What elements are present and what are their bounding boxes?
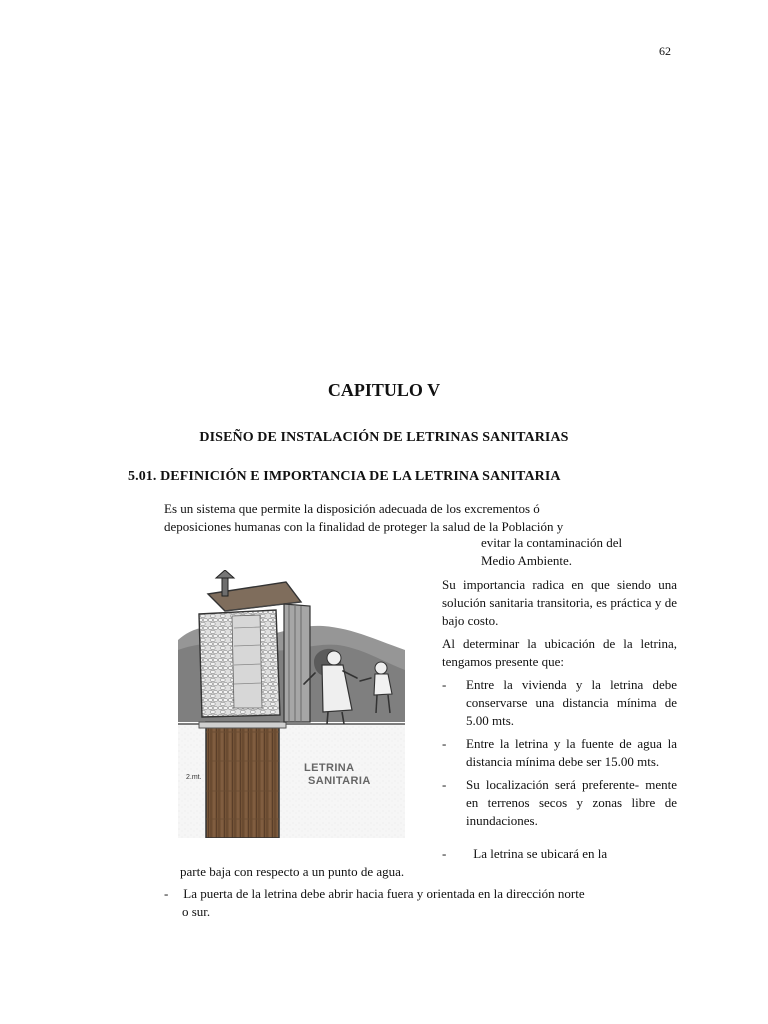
bullet-mark: -: [442, 677, 447, 692]
intro-line-3: evitar la contaminación del: [481, 535, 623, 550]
intro-paragraph: [164, 500, 677, 536]
location-bullet-list: [442, 676, 677, 830]
right-column-text: [442, 576, 677, 835]
illustration-dimension-label: 2.mt.: [186, 774, 202, 781]
location-bullet-1: [442, 676, 677, 730]
continued-bullet-text-line-1: La letrina se ubicará en la: [473, 846, 608, 861]
continued-bullet-mark: -: [442, 846, 447, 861]
door-orientation-bullet: [164, 885, 677, 921]
intro-line-1: Es un sistema que permite la disposición adecuada de los excrementos ó: [164, 501, 540, 516]
continued-bullet-text-line-2: parte baja con respecto a un punto de agua.: [180, 864, 405, 879]
continued-bullet: [180, 845, 677, 881]
continued-bullet-first-line: [180, 845, 677, 863]
bullet-mark: -: [442, 777, 447, 792]
section-title: 5.01. DEFINICIÓN E IMPORTANCIA DE LA LETRINA SANITARIA: [128, 469, 561, 484]
bullet-text: Entre la letrina y la fuente de agua la distancia mínima debe ser 15.00 mts.: [466, 736, 677, 769]
location-bullet-2: [442, 735, 677, 771]
bullet-text: Su localización será preferente- mente en terrenos secos y zonas libre de inundaciones.: [466, 777, 677, 828]
intro-line-2: deposiciones humanas con la finalidad de proteger la salud de la Población y: [164, 519, 564, 534]
latrine-illustration: [178, 570, 405, 838]
bullet-text: Entre la vivienda y la letrina debe conservarse una distancia mínima de 5.00 mts.: [466, 677, 677, 728]
illustration-label-line-2: SANITARIA: [308, 775, 371, 787]
location-intro-paragraph: Al determinar la ubicación de la letrina, tengamos presente que:: [442, 636, 677, 669]
intro-line-4: Medio Ambiente.: [481, 553, 572, 568]
illustration-label-line-1: LETRINA: [304, 762, 355, 774]
door-orientation-bullet-line-1: La puerta de la letrina debe abrir hacia fuera y orientada en la dirección norte: [183, 886, 585, 901]
page-number: 62: [659, 44, 671, 58]
chapter-subtitle: DISEÑO DE INSTALACIÓN DE LETRINAS SANITARIAS: [199, 430, 569, 445]
door-orientation-bullet-mark: -: [164, 886, 169, 901]
door-orientation-bullet-line-2: o sur.: [182, 904, 211, 919]
importance-paragraph: Su importancia radica en que siendo una solución sanitaria transitoria, es práctica y de bajo costo.: [442, 577, 677, 628]
chapter-title: CAPITULO V: [327, 380, 441, 400]
bullet-mark: -: [442, 736, 447, 751]
location-bullet-3: [442, 776, 677, 830]
intro-inline-wrap: [481, 534, 677, 570]
